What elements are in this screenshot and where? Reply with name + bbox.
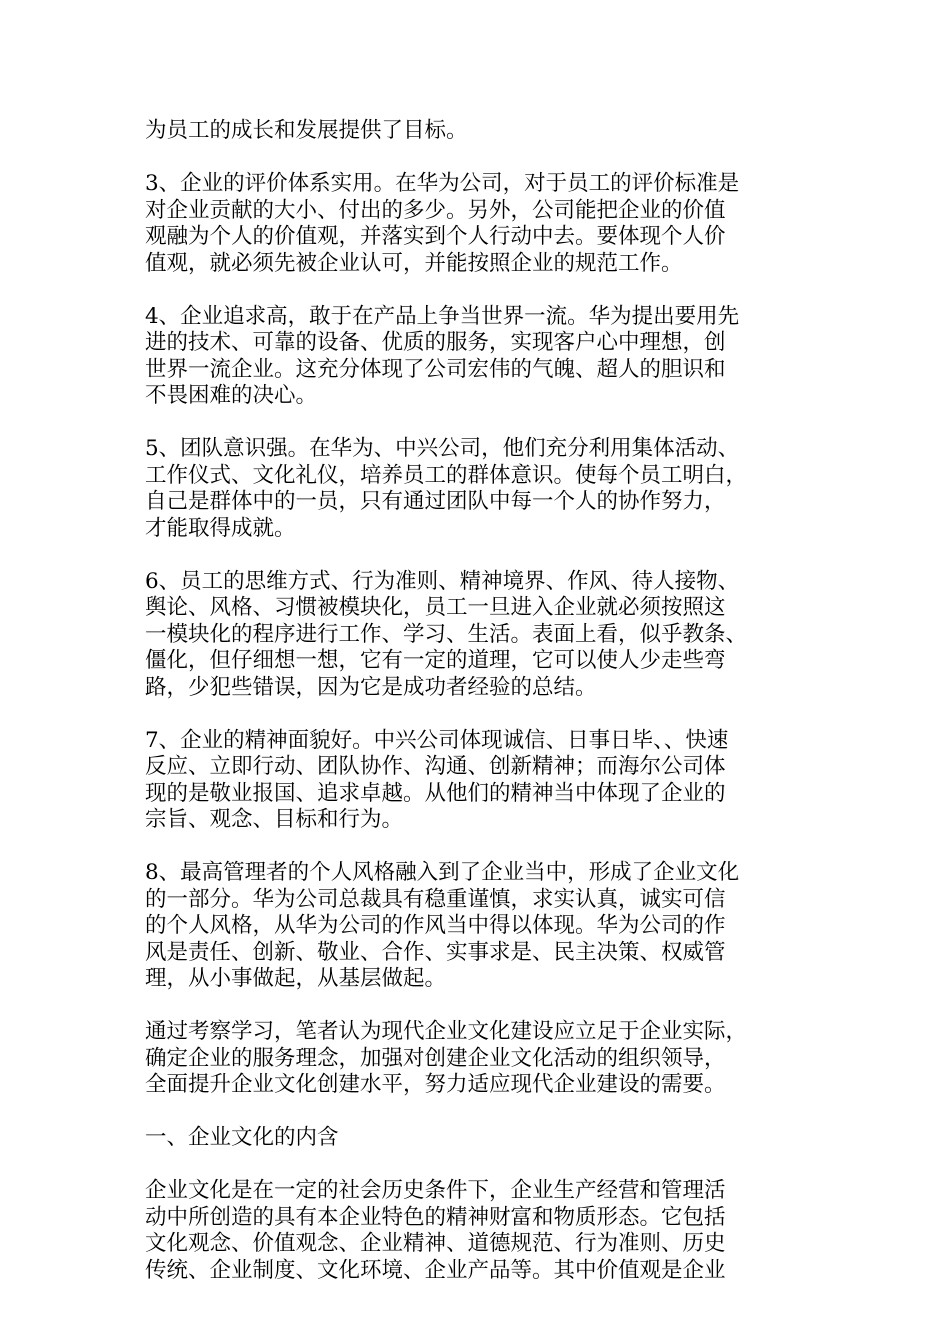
text-line: 值观，就必须先被企业认可，并能按照企业的规范工作。 bbox=[145, 250, 683, 276]
text-line: 僵化，但仔细想一想，它有一定的道理，它可以使人少走些弯 bbox=[145, 648, 726, 673]
text-line: 自己是群体中的一员，只有通过团队中每一个人的协作努力， bbox=[145, 489, 726, 514]
text-line: 对企业贡献的大小、付出的多少。另外，公司能把企业的价值 bbox=[145, 197, 726, 223]
text-line: 理，从小事做起，从基层做起。 bbox=[145, 966, 447, 991]
text-line: 世界一流企业。这充分体现了公司宏伟的气魄、超人的胆识和 bbox=[145, 356, 726, 382]
text-line: 的一部分。华为公司总裁具有稳重谨慎，求实认真，诚实可信 bbox=[145, 886, 726, 912]
text-line: 风是责任、创新、敬业、合作、实事求是、民主决策、权威管 bbox=[145, 939, 726, 965]
text-line: 观融为个人的价值观，并落实到个人行动中去。要体现个人价 bbox=[145, 224, 726, 249]
text-line: 7、企业的精神面貌好。中兴公司体现诚信、日事日毕、、快速 bbox=[145, 727, 729, 753]
text-line: 反应、立即行动、团队协作、沟通、创新精神；而海尔公司体 bbox=[145, 754, 726, 779]
text-line: 一模块化的程序进行工作、学习、生活。表面上看，似乎教条、 bbox=[145, 621, 748, 647]
text-line: 4、企业追求高，敢于在产品上争当世界一流。华为提出要用先 bbox=[145, 303, 740, 329]
text-line: 的个人风格，从华为公司的作风当中得以体现。华为公司的作 bbox=[145, 913, 726, 938]
text-line: 不畏困难的决心。 bbox=[145, 383, 318, 408]
text-line: 通过考察学习，笔者认为现代企业文化建设应立足于企业实际， bbox=[145, 1019, 748, 1044]
text-line: 8、最高管理者的个人风格融入到了企业当中，形成了企业文化 bbox=[145, 860, 740, 885]
text-line: 确定企业的服务理念，加强对创建企业文化活动的组织领导， bbox=[145, 1045, 726, 1071]
text-line: 6、员工的思维方式、行为准则、精神境界、作风、待人接物、 bbox=[145, 568, 740, 594]
text-line: 舆论、风格、习惯被模块化，员工一旦进入企业就必须按照这 bbox=[145, 595, 726, 620]
section-heading bbox=[145, 1125, 813, 1152]
text-line: 才能取得成就。 bbox=[145, 515, 296, 541]
paragraph-definition bbox=[145, 1178, 813, 1284]
text-line: 进的技术、可靠的设备、优质的服务，实现客户心中理想，创 bbox=[145, 330, 726, 355]
text-line: 3、企业的评价体系实用。在华为公司，对于员工的评价标准是 bbox=[145, 171, 740, 196]
text-line: 路，少犯些错误，因为它是成功者经验的总结。 bbox=[145, 674, 597, 700]
heading-line: 一、企业文化的内含 bbox=[145, 1125, 339, 1150]
text-line: 工作仪式、文化礼仪，培养员工的群体意识。使每个员工明白， bbox=[145, 462, 748, 488]
paragraph-conclusion bbox=[145, 1019, 813, 1099]
paragraph-item-7 bbox=[145, 728, 813, 834]
paragraph-item-8 bbox=[145, 860, 813, 993]
text-line: 5、团队意识强。在华为、中兴公司，他们充分利用集体活动、 bbox=[145, 436, 740, 461]
text-line: 现的是敬业报国、追求卓越。从他们的精神当中体现了企业的 bbox=[145, 780, 726, 806]
text-line: 企业文化是在一定的社会历史条件下，企业生产经营和管理活 bbox=[145, 1178, 726, 1203]
document-page bbox=[145, 118, 813, 1311]
text-line: 全面提升企业文化创建水平，努力适应现代企业建设的需要。 bbox=[145, 1072, 726, 1097]
text-line: 宗旨、观念、目标和行为。 bbox=[145, 807, 404, 832]
text-line: 为员工的成长和发展提供了目标。 bbox=[145, 118, 468, 143]
paragraph-goal-ending bbox=[145, 118, 813, 145]
paragraph-item-6 bbox=[145, 569, 813, 702]
text-line: 动中所创造的具有本企业特色的精神财富和物质形态。它包括 bbox=[145, 1204, 726, 1230]
text-line: 文化观念、价值观念、企业精神、道德规范、行为准则、历史 bbox=[145, 1231, 726, 1256]
text-line: 传统、企业制度、文化环境、企业产品等。其中价值观是企业 bbox=[145, 1257, 726, 1283]
paragraph-item-3 bbox=[145, 171, 813, 277]
paragraph-item-5 bbox=[145, 436, 813, 542]
paragraph-item-4 bbox=[145, 304, 813, 410]
